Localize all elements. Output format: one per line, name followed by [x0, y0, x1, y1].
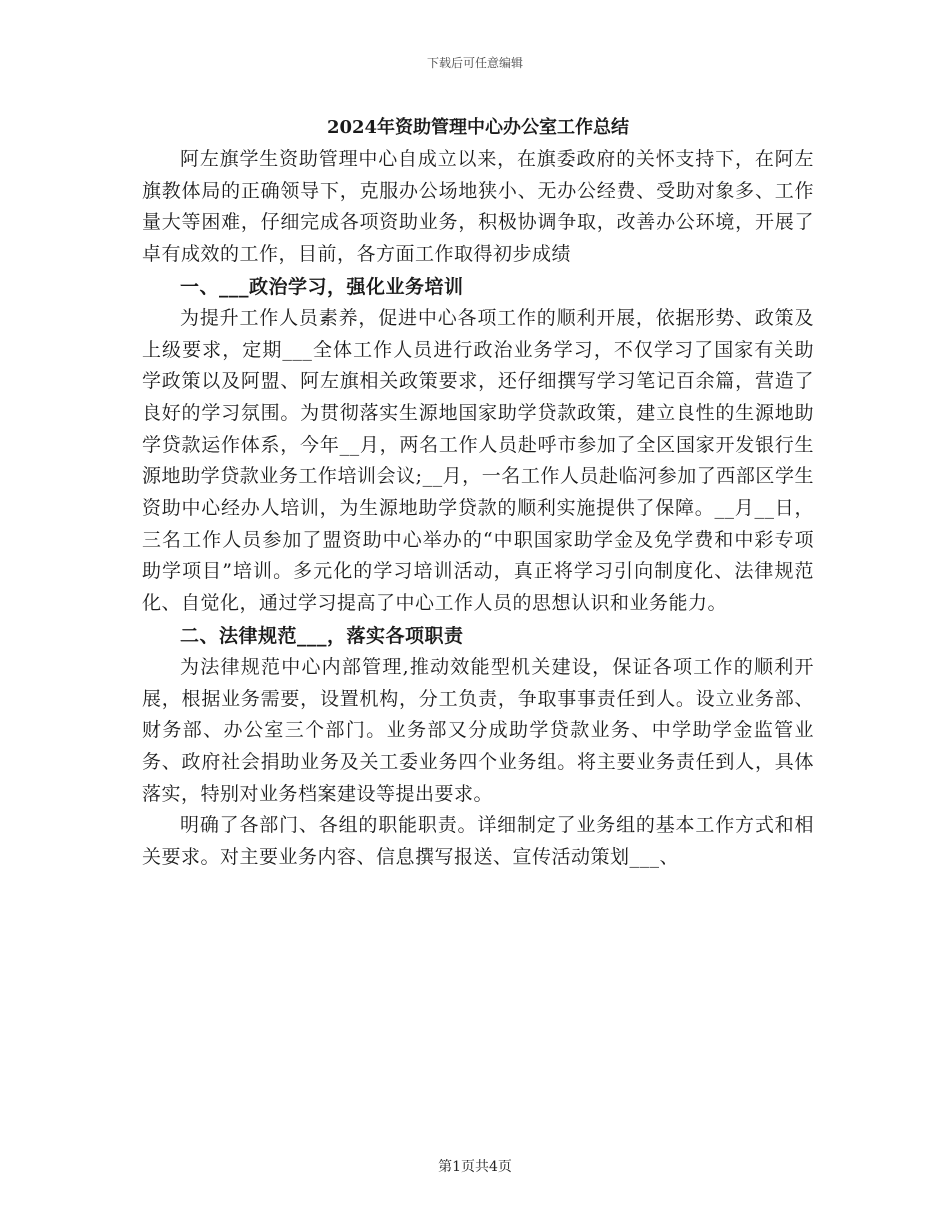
document-title: 2024年资助管理中心办公室工作总结: [326, 117, 630, 138]
section-2-paragraph-2: 明确了各部门、各组的职能职责。详细制定了业务组的基本工作方式和相关要求。对主要业务内容、信息撰写报送、宣传活动策划___、: [142, 814, 814, 869]
section-1-paragraph: 为提升工作人员素养，促进中心各项工作的顺利开展，依据形势、政策及上级要求，定期___全体工作人员进行政治业务学习，不仅学习了国家有关助学政策以及阿盟、阿左旗相关政策要求，还仔细撰写学习笔记百余篇，营造了良好的学习氛围。为贯彻落实生源地国家助学贷款政策，建立良性的生源地助学贷款运作体系，今年__月，两名工作人员赴呼市参加了全区国家开发银行生源地助学贷款业务工作培训会议;__月，一名工作人员赴临河参加了西部区学生资助中心经办人培训，为生源地助学贷款的顺利实施提供了保障。__月__日，三名工作人员参加了盟资助中心举办的“中职国家助学金及免学费和中彩专项助学项目”培训。多元化的学习培训活动，真正将学习引向制度化、法律规范化、自觉化，通过学习提高了中心工作人员的思想认识和业务能力。: [142, 306, 814, 615]
page-header: 下载后可任意编辑: [426, 56, 523, 70]
section-2-heading: 二、法律规范___，落实各项职责: [180, 624, 464, 647]
section-2-paragraph-1: 为法律规范中心内部管理,推动效能型机关建设，保证各项工作的顺利开展，根据业务需要，设置机构，分工负责，争取事事责任到人。设立业务部、财务部、办公室三个部门。业务部又分成助学贷款业务、中学助学金监管业务、政府社会捐助业务及关工委业务四个业务组。将主要业务责任到人，具体落实，特别对业务档案建设等提出要求。: [142, 655, 814, 805]
intro-paragraph: 阿左旗学生资助管理中心自成立以来，在旗委政府的关怀支持下，在阿左旗教体局的正确领导下，克服办公场地狭小、无办公经费、受助对象多、工作量大等困难，仔细完成各项资助业务，积极协调争取，改善办公环境，开展了卓有成效的工作，目前，各方面工作取得初步成绩: [142, 148, 814, 266]
document-body: [142, 112, 814, 874]
section-1-heading: 一、___政治学习，强化业务培训: [180, 275, 464, 298]
page-footer: 第1页共4页: [438, 1159, 512, 1175]
